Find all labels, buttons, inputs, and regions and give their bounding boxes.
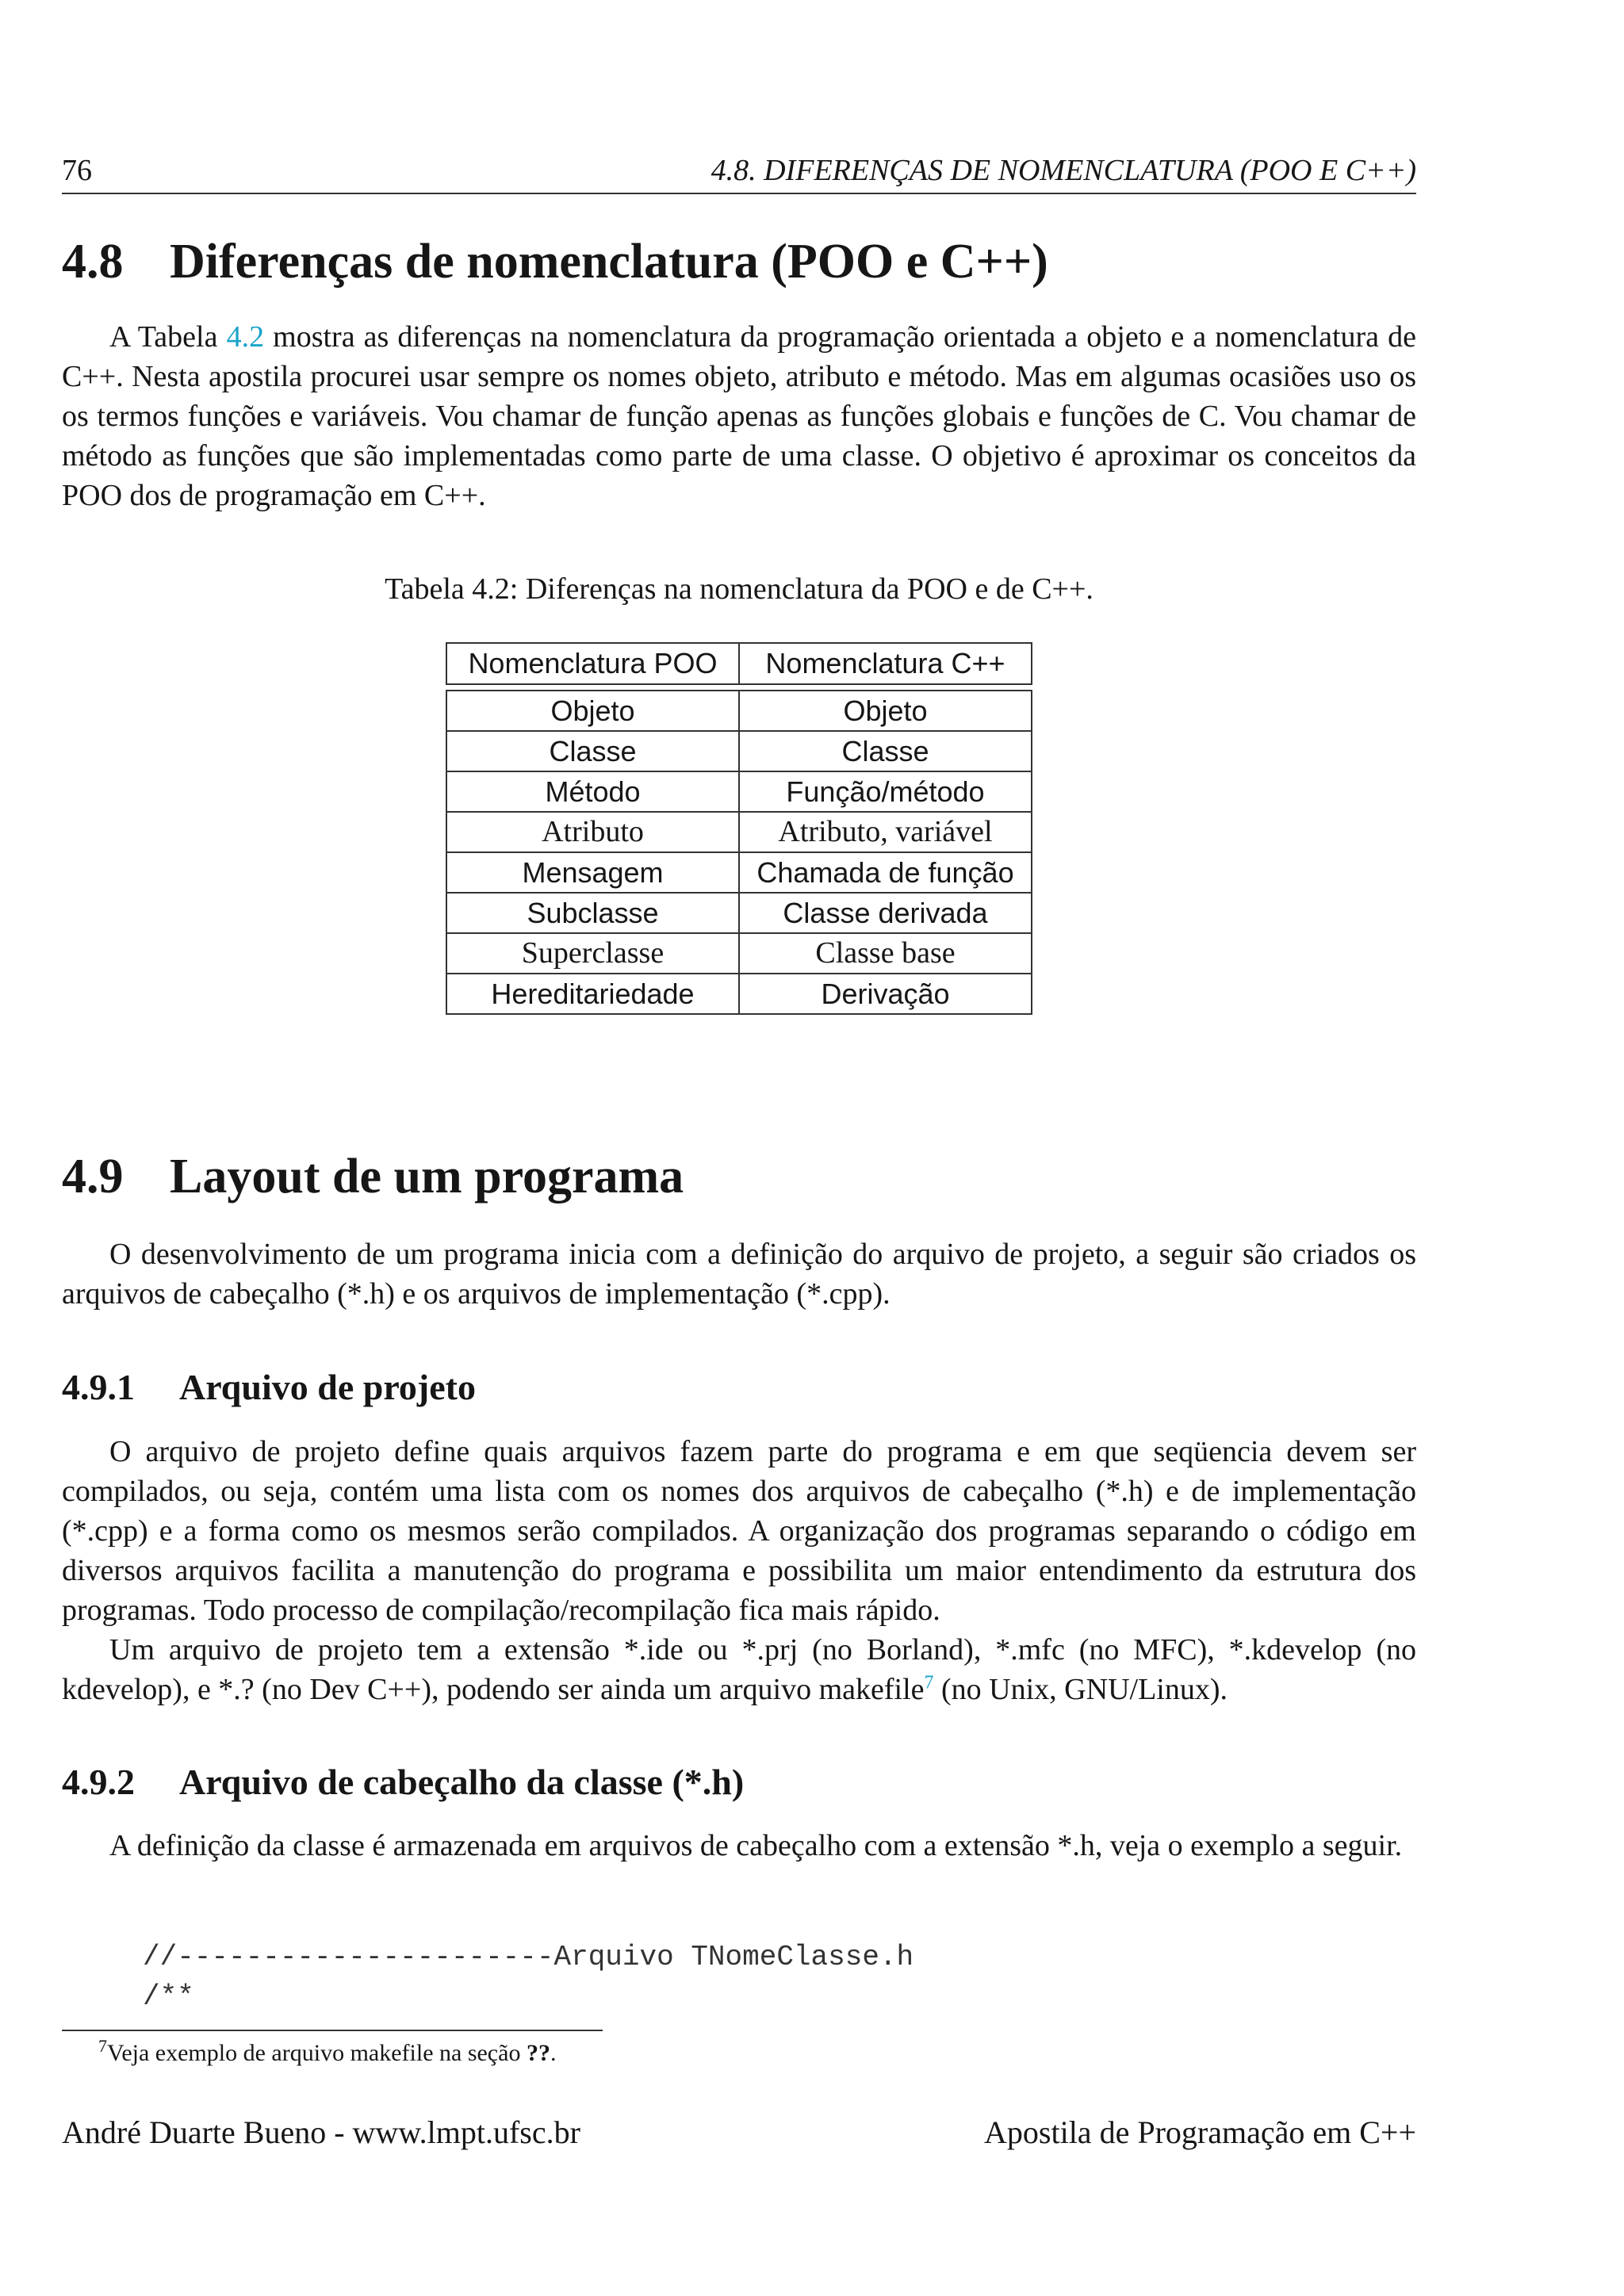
section-number: 4.8	[62, 235, 124, 289]
section-title: Arquivo de cabeçalho da classe (*.h)	[179, 1762, 745, 1802]
footnote-unresolved-ref: ??	[526, 2040, 550, 2066]
paragraph-text: mostra as diferenças na nomenclatura da programação orientada a objeto e a nomenclatura de C++. Nesta apostila procurei usar sempre os nomes objeto, atributo e método. Mas em algumas ocasiões uso os os termos funções e variáveis. Vou chamar de função apenas as funções globais e funções de C. Vou chamar de método as funções que são implementadas como parte de uma classe. O objetivo é aproximar os conceitos da POO dos de programação em C++.	[62, 320, 1416, 512]
table-row	[446, 852, 1032, 893]
section-title: Arquivo de projeto	[179, 1367, 476, 1407]
table-caption: Tabela 4.2: Diferenças na nomenclatura da POO e de C++.	[385, 572, 1094, 606]
section-4-9-1-paragraph-1: O arquivo de projeto define quais arquivos fazem parte do programa e em que seqüencia devem ser compilados, ou seja, contém uma lista com os nomes dos arquivos de cabeçalho (*.h) e de implementação (*.cpp) e a forma como os mesmos serão compilados. A organização dos programas separando o código em diversos arquivos facilita a manutenção do programa e possibilita um maior entendimento da estrutura dos programas. Todo processo de compilação/recompilação fica mais rápido.	[62, 1435, 1416, 1627]
footnote-marker[interactable]: 7	[924, 1672, 934, 1693]
footnote	[98, 2038, 556, 2069]
column-header: Nomenclatura C++	[739, 643, 1032, 684]
footnote-text: .	[550, 2040, 557, 2066]
table-row	[446, 731, 1032, 771]
footnote-text: Veja exemplo de arquivo makefile na seção	[107, 2040, 527, 2066]
paragraph-text: (no Unix, GNU/Linux).	[933, 1673, 1228, 1706]
section-number: 4.9.2	[62, 1762, 135, 1802]
section-4-9-2-heading	[62, 1758, 744, 1806]
table-cell: Atributo, variável	[739, 812, 1032, 852]
table-row	[446, 974, 1032, 1014]
footnote-rule	[62, 2030, 603, 2031]
section-4-9-paragraph: O desenvolvimento de um programa inicia com a definição do arquivo de projeto, a seguir são criados os arquivos de cabeçalho (*.h) e os arquivos de implementação (*.cpp).	[62, 1238, 1416, 1311]
table-cell: Superclasse	[446, 933, 739, 974]
nomenclature-table	[446, 642, 1032, 1015]
section-4-9-1-paragraph-2	[62, 1630, 1416, 1709]
footer-author: André Duarte Bueno - www.lmpt.ufsc.br	[62, 2114, 580, 2150]
section-title: Diferenças de nomenclatura (POO e C++)	[170, 235, 1048, 289]
section-4-8-paragraph	[62, 317, 1416, 515]
paragraph-text: Um arquivo de projeto tem a extensão *.ide ou *.prj (no Borland), *.mfc (no MFC), *.kdevelop (no kdevelop), e *.? (no Dev C++), podendo ser ainda um arquivo makefile	[62, 1633, 1416, 1706]
code-line: //----------------------Arquivo TNomeClasse.h	[143, 1941, 914, 1973]
table-cell: Subclasse	[446, 893, 739, 933]
table-cell: Objeto	[446, 691, 739, 731]
table-row	[446, 893, 1032, 933]
table-cell: Classe base	[739, 933, 1032, 974]
table-cell: Chamada de função	[739, 852, 1032, 893]
table-cell: Método	[446, 771, 739, 812]
section-number: 4.9	[62, 1150, 124, 1203]
table-cell: Atributo	[446, 812, 739, 852]
code-line: /**	[143, 1980, 194, 2013]
table-reference-link[interactable]: 4.2	[226, 320, 265, 354]
table-cell: Mensagem	[446, 852, 739, 893]
table-cell: Classe	[446, 731, 739, 771]
footer-book-title: Apostila de Programação em C++	[984, 2114, 1416, 2150]
footnote-number: 7	[98, 2036, 107, 2056]
table-row	[446, 812, 1032, 852]
section-number: 4.9.1	[62, 1367, 135, 1407]
section-4-9-heading	[62, 1146, 684, 1207]
table-cell: Classe derivada	[739, 893, 1032, 933]
table-row	[446, 771, 1032, 812]
column-header: Nomenclatura POO	[446, 643, 739, 684]
header-rule	[62, 193, 1416, 194]
section-title: Layout de um programa	[170, 1150, 684, 1203]
section-4-9-1-heading	[62, 1364, 476, 1411]
table-cell: Classe	[739, 731, 1032, 771]
table-cell: Hereditariedade	[446, 974, 739, 1014]
table-cell: Função/método	[739, 771, 1032, 812]
table-row	[446, 691, 1032, 731]
table-row	[446, 933, 1032, 974]
section-4-9-2-paragraph: A definição da classe é armazenada em arquivos de cabeçalho com a extensão *.h, veja o exemplo a seguir.	[109, 1829, 1403, 1862]
section-4-8-heading	[62, 232, 1048, 292]
table-cell: Derivação	[739, 974, 1032, 1014]
header-separator	[446, 684, 1032, 691]
page-number: 76	[62, 154, 92, 187]
running-header-title: 4.8. DIFERENÇAS DE NOMENCLATURA (POO E C++)	[710, 154, 1416, 187]
paragraph-text: A Tabela	[109, 320, 227, 354]
table-header-row	[446, 643, 1032, 684]
table-cell: Objeto	[739, 691, 1032, 731]
